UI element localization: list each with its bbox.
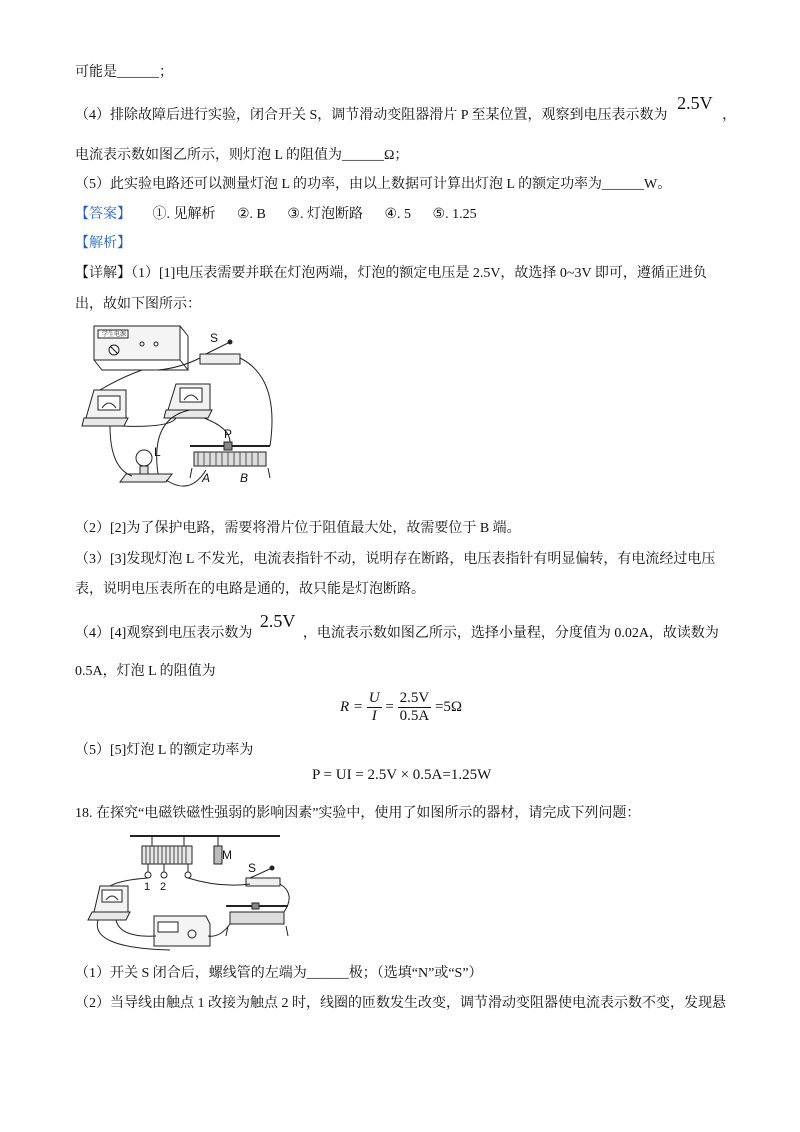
fig2-label-2: 2 — [160, 881, 167, 893]
detail-3b: 表，说明电压表所在的电路是通的，故只能是灯泡断路。 — [75, 582, 425, 597]
detail-1a: （1）[1]电压表需要并联在灯泡两端，灯泡的额定电压是 2.5V，故选择 0~3V 即可，遵循正进负 — [131, 266, 707, 281]
eq1-f2-den: 0.5A — [399, 708, 430, 724]
equation-power: P = UI = 2.5V × 0.5A=1.25W — [312, 767, 492, 783]
q17-item5: （5）此实验电路还可以测量灯泡 L 的功率，由以上数据可计算出灯泡 L 的额定功率为______W。 — [75, 177, 672, 192]
fig2-label-1: 1 — [144, 881, 151, 893]
q17-item4b: 电流表示数如图乙所示，则灯泡 L 的阻值为______Ω； — [75, 148, 409, 163]
fig1-label-p: P — [224, 427, 233, 441]
equation-resistance — [340, 690, 462, 725]
detail-1b: 出，故如下图所示： — [75, 297, 201, 312]
q17-item4-text: （4）排除故障后进行实验，闭合开关 S，调节滑动变阻器滑片 P 至某位置，观察到电压表示数为 — [75, 108, 668, 123]
fig1-label-l: L — [154, 445, 161, 459]
detail-3a: （3）[3]发现灯泡 L 不发光，电流表指针不动，说明存在断路，电压表指针有明显偏转，有电流经过电压 — [75, 552, 716, 567]
fig2-label-m: M — [222, 848, 232, 862]
fig1-label-s: S — [210, 331, 219, 345]
detail-4-value: 2.5V — [259, 611, 296, 631]
analysis-tag: 【解析】 — [75, 236, 131, 251]
q18-item1: （1）开关 S 闭合后，螺线管的左端为______极；（选填“N”或“S”） — [75, 966, 483, 981]
electromagnet-figure — [80, 828, 300, 952]
eq1-f1-num: U — [368, 690, 380, 706]
fig1-label-b: B — [240, 471, 249, 485]
answer-4: ④. 5 — [384, 207, 412, 222]
answer-1: ①. 见解析 — [152, 207, 216, 222]
eq1-mid: = — [385, 699, 394, 715]
detail-1a-line — [75, 264, 730, 284]
fig2-label-s: S — [248, 861, 257, 875]
detail-5: （5）[5]灯泡 L 的额定功率为 — [75, 743, 254, 758]
circuit-figure-1 — [80, 318, 280, 490]
eq1-rhs: =5Ω — [434, 699, 463, 715]
detail-tag: 【详解】 — [75, 266, 131, 281]
detail-4b: ，电流表示数如图乙所示，选择小量程，分度值为 0.02A，故读数为 — [302, 626, 719, 641]
q17-item4-line — [75, 93, 737, 126]
eq1-f1-den: I — [371, 708, 377, 724]
answer-5: ⑤. 1.25 — [432, 207, 477, 222]
q18-stem: 18. 在探究“电磁铁磁性强弱的影响因素”实验中，使用了如图所示的器材，请完成下列问题： — [75, 806, 641, 821]
q17-line-blank: 可能是______； — [75, 65, 173, 80]
answer-line — [75, 205, 730, 225]
eq1-fraction-values — [398, 690, 432, 725]
detail-2: （2）[2]为了保护电路，需要将滑片位于阻值最大处，故需要位于 B 端。 — [75, 521, 521, 536]
eq1-fraction-ui — [367, 690, 382, 725]
fig1-label-a: A — [202, 471, 211, 485]
eq1-lhs: R = — [340, 699, 364, 715]
eq1-f2-num: 2.5V — [399, 690, 430, 706]
q17-item4-value: 2.5V — [677, 93, 713, 113]
q17-item4-comma: ， — [722, 108, 737, 123]
q18-item2: （2）当导线由触点 1 改接为触点 2 时，线圈的匝数发生改变，调节滑动变阻器使电流表示数不变，发现悬 — [75, 996, 726, 1011]
fig1-source-label: 学生电源 — [102, 332, 127, 338]
answer-tag: 【答案】 — [75, 207, 131, 222]
answer-2: ②. B — [237, 207, 266, 222]
detail-4a-line — [75, 611, 730, 644]
answer-3: ③. 灯泡断路 — [287, 207, 363, 222]
detail-4c: 0.5A，灯泡 L 的阻值为 — [75, 664, 216, 679]
detail-4a: （4）[4]观察到电压表示数为 — [75, 626, 253, 641]
